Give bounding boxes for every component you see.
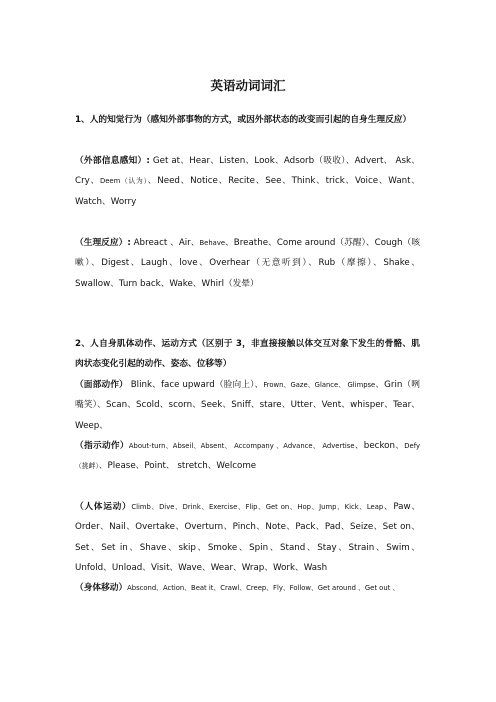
section-2-paragraph-body-travel [75, 578, 420, 598]
label-facial-movement: （面部动作） [75, 380, 128, 390]
text-segment: 、Need、Notice、Recite、See、Think、trick、Voice、Want、Watch、Worry [75, 176, 420, 207]
section-1-heading: 1、人的知觉行为（感知外部事物的方式，或因外部状态的改变而引起的自身生理反应） [75, 115, 412, 125]
label-body-travel: （身体移动） [75, 583, 128, 593]
text-segment-small: Defy（挑衅） [75, 442, 420, 471]
text-segment: 、beckon、 [354, 441, 405, 451]
text-segment-small: About-turn、Abseil、Absent、 Accompany 、Advance、 Advertise [128, 442, 355, 450]
text-segment-small: Abscond、Action、Beat it、Crawl、Creep、Fly、Follow、Get around 、Get out 、 [127, 584, 400, 592]
text-segment-small: Frown、Gaze、Glance、 Glimpse [263, 381, 376, 389]
label-external-perception: （外部信息感知）: [75, 156, 150, 166]
text-segment: 、Please、Point、 stretch、Welcome [98, 461, 257, 472]
text-segment: Get at、Hear、Listen、Look、Adsorb（吸收）、Advert、 Ask、Cry、 [75, 156, 420, 187]
section-1-paragraph-external [75, 151, 420, 212]
label-body-movement: （人体运动） [75, 502, 132, 512]
section-2-heading: 2、人自身肌体动作、运动方式（区别于 3，非直接接触以体交互对象下发生的骨骼、肌肉状态变化引起的动作、姿态、位移等） [75, 339, 420, 370]
text-segment-small: Deem（认为） [99, 177, 148, 186]
text-segment: Blink、face upward（脸向上）、 [127, 380, 264, 390]
section-2-paragraph-facial [75, 375, 420, 436]
text-segment-small: Behave [199, 239, 226, 247]
page-title: 英语动词词汇 [210, 78, 286, 93]
text-segment: 、Breathe、Come around（苏醒）、Cough（咳嗽）、Digest、Laugh、love、Overhear（无意听到）、Rub（摩擦）、Shake、Swallow、Turn back、Wake、Whirl（发晕） [75, 238, 421, 289]
text-segment: 、Grin（咧嘴笑）、Scan、Scold、scorn、Seek、Sniff、stare、Utter、Vent、whisper、Tear、Weep、 [75, 380, 420, 431]
label-physiological-reaction: （生理反应）: [75, 238, 131, 248]
section-1-paragraph-physiological [75, 233, 420, 294]
text-segment: Abreact 、Air、 [130, 238, 200, 248]
label-pointing-movement: （指示动作） [75, 441, 129, 451]
section-2-paragraph-pointing [75, 436, 420, 477]
section-2-paragraph-body-movement [75, 497, 420, 578]
text-segment: 、Paw、Order、Nail、Overtake、Overturn、Pinch、Note、Pack、Pad、Seize、Set on、Set、Set in、Shave、skip、Smoke、Spin、Stand、Stay、Strain、Swim、Unfold、Unload、Visit、Wave、Wear、Wrap、Work、Wash [75, 502, 421, 573]
text-segment-small: Climb、Dive、Drink、Exercise、Flip、Get on、Hop、Jump、Kick、Leap [131, 503, 384, 511]
